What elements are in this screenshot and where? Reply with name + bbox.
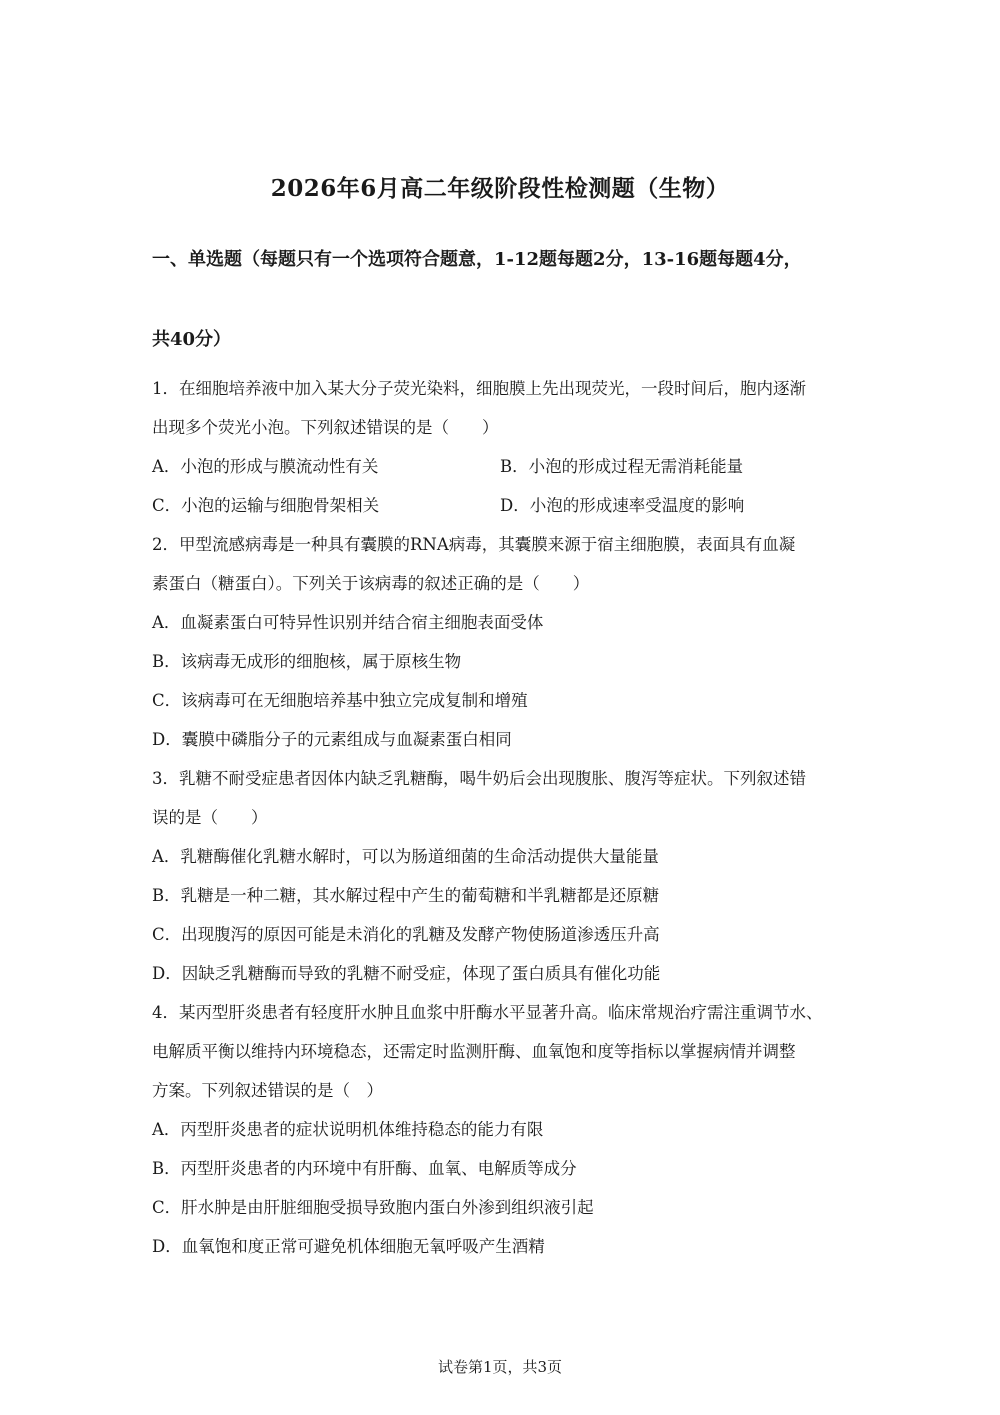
question-1-option-d: D．小泡的形成速率受温度的影响 xyxy=(500,496,745,515)
question-2-option-a: A．血凝素蛋白可特异性识别并结合宿主细胞表面受体 xyxy=(152,613,544,632)
question-3-option-b: B．乳糖是一种二糖，其水解过程中产生的葡萄糖和半乳糖都是还原糖 xyxy=(152,886,660,905)
question-4 xyxy=(152,993,872,1266)
question-4-option-d: D．血氧饱和度正常可避免机体细胞无氧呼吸产生酒精 xyxy=(152,1237,545,1256)
question-2-option-c: C．该病毒可在无细胞培养基中独立完成复制和增殖 xyxy=(152,691,528,710)
question-3-stem-line-1: 3．乳糖不耐受症患者因体内缺乏乳糖酶，喝牛奶后会出现腹胀、腹泻等症状。下列叙述错 xyxy=(152,769,806,788)
question-4-stem-line-3: 方案。下列叙述错误的是（ ） xyxy=(152,1081,383,1100)
question-3-stem-line-2: 误的是（ ） xyxy=(152,808,268,827)
question-1 xyxy=(152,369,872,525)
question-1-stem-line-2: 出现多个荧光小泡。下列叙述错误的是（ ） xyxy=(152,418,499,437)
question-4-stem-line-1: 4．某丙型肝炎患者有轻度肝水肿且血浆中肝酶水平显著升高。临床常规治疗需注重调节水、 xyxy=(152,1003,823,1022)
exam-title: 2026年6月高二年级阶段性检测题（生物） xyxy=(270,175,730,202)
question-1-option-c: C．小泡的运输与细胞骨架相关 xyxy=(152,496,380,515)
question-2-stem-line-1: 2．甲型流感病毒是一种具有囊膜的RNA病毒，其囊膜来源于宿主细胞膜，表面具有血凝 xyxy=(152,535,796,554)
section-heading-line1: 一、单选题（每题只有一个选项符合题意，1-12题每题2分，13-16题每题4分， xyxy=(152,249,802,270)
question-4-stem-line-2: 电解质平衡以维持内环境稳态，还需定时监测肝酶、血氧饱和度等指标以掌握病情并调整 xyxy=(152,1042,796,1061)
question-1-options-row-1 xyxy=(152,447,872,486)
question-3-option-c: C．出现腹泻的原因可能是未消化的乳糖及发酵产物使肠道渗透压升高 xyxy=(152,925,660,944)
question-3-option-d: D．因缺乏乳糖酶而导致的乳糖不耐受症，体现了蛋白质具有催化功能 xyxy=(152,964,661,983)
question-1-options-row-2 xyxy=(152,486,872,525)
question-1-stem-line-1: 1．在细胞培养液中加入某大分子荧光染料，细胞膜上先出现荧光，一段时间后，胞内逐渐 xyxy=(152,379,806,398)
question-2-stem-line-2: 素蛋白（糖蛋白）。下列关于该病毒的叙述正确的是（ ） xyxy=(152,574,590,593)
section-heading-line2: 共40分） xyxy=(152,329,232,350)
question-3-option-a: A．乳糖酶催化乳糖水解时，可以为肠道细菌的生命活动提供大量能量 xyxy=(152,847,659,866)
question-2 xyxy=(152,525,872,759)
question-1-option-a: A．小泡的形成与膜流动性有关 xyxy=(152,457,379,476)
question-2-option-d: D．囊膜中磷脂分子的元素组成与血凝素蛋白相同 xyxy=(152,730,512,749)
question-4-option-c: C．肝水肿是由肝脏细胞受损导致胞内蛋白外渗到组织液引起 xyxy=(152,1198,594,1217)
page-footer: 试卷第1页，共3页 xyxy=(437,1358,563,1376)
question-3 xyxy=(152,759,872,993)
question-4-option-a: A．丙型肝炎患者的症状说明机体维持稳态的能力有限 xyxy=(152,1120,544,1139)
question-2-option-b: B．该病毒无成形的细胞核，属于原核生物 xyxy=(152,652,462,671)
question-1-option-b: B．小泡的形成过程无需消耗能量 xyxy=(500,457,744,476)
question-4-option-b: B．丙型肝炎患者的内环境中有肝酶、血氧、电解质等成分 xyxy=(152,1159,577,1178)
